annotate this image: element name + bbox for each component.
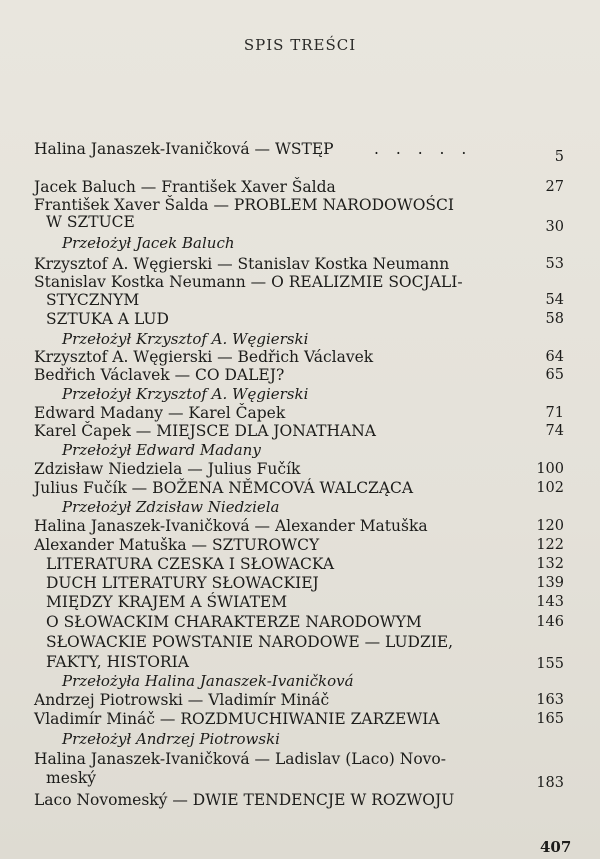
entry-page: 54: [545, 292, 564, 308]
translator-line: [34, 440, 564, 460]
entry-text: Halina Janaszek-Ivaničková — Alexander Matuška: [34, 517, 428, 535]
page-heading: SPIS TREŚCI: [243, 36, 357, 54]
entry-text: Przełożył Zdzisław Niedziela: [62, 498, 280, 516]
toc-entry: [34, 290, 564, 310]
toc-entry: [34, 478, 564, 498]
translator-line: [34, 233, 564, 253]
entry-page: 120: [536, 518, 564, 534]
entry-page: 58: [545, 311, 564, 327]
entry-text: Karel Čapek — MIEJSCE DLA JONATHANA: [34, 422, 376, 440]
entry-text: František Xaver Šalda — PROBLEM NARODOWOŚCI: [34, 196, 455, 214]
toc-entry: [34, 690, 564, 710]
entry-page: 183: [536, 775, 564, 791]
entry-page: 71: [545, 405, 564, 421]
entry-text: Julius Fučík — BOŽENA NĚMCOVÁ WALCZĄCA: [34, 479, 414, 497]
entry-text: LITERATURA CZESKA I SŁOWACKA: [46, 555, 335, 573]
translator-line: [34, 497, 564, 517]
entry-text: Krzysztof A. Węgierski — Bedřich Václavek: [34, 348, 374, 366]
entry-text: FAKTY, HISTORIA: [46, 653, 189, 671]
entry-text: Laco Novomeský — DWIE TENDENCJE W ROZWOJU: [34, 791, 455, 809]
entry-text: Zdzisław Niedziela — Julius Fučík: [34, 460, 301, 478]
leader-dots: . . . . .: [374, 140, 473, 158]
toc-entry: [34, 516, 564, 536]
toc-entry: [34, 421, 564, 441]
entry-text: Vladimír Mináč — ROZDMUCHIWANIE ZARZEWIA: [34, 710, 440, 728]
entry-text: Przełożyła Halina Janaszek-Ivaničková: [62, 672, 354, 690]
entry-text: Krzysztof A. Węgierski — Stanislav Kostka Neumann: [34, 255, 450, 273]
entry-page: 30: [545, 219, 564, 235]
entry-text: Alexander Matuška — SZTUROWCY: [34, 536, 320, 554]
entry-page: 139: [536, 575, 564, 591]
toc-entry: [34, 177, 564, 197]
toc-entry: [34, 768, 564, 791]
entry-text: Przełożył Andrzej Piotrowski: [62, 730, 280, 748]
entry-page: 27: [545, 179, 564, 195]
toc-entry: [34, 652, 564, 672]
toc-entry: [34, 612, 564, 632]
entry-text: Przełożył Krzysztof A. Węgierski: [62, 385, 309, 403]
page-number: 407: [540, 838, 572, 856]
entry-text: STYCZNYM: [46, 291, 140, 309]
translator-line: [34, 329, 564, 349]
entry-page: 132: [536, 556, 564, 572]
toc-entry: [34, 592, 564, 612]
entry-page: 146: [536, 614, 564, 630]
toc-entry: [34, 403, 564, 423]
entry-text: Jacek Baluch — František Xaver Šalda: [34, 178, 336, 196]
entry-text: Halina Janaszek-Ivaničková — WSTĘP: [34, 140, 334, 158]
toc-entry: [34, 632, 564, 652]
entry-text: SŁOWACKIE POWSTANIE NARODOWE — LUDZIE,: [46, 633, 454, 651]
entry-text: Przełożył Jacek Baluch: [62, 234, 235, 252]
entry-page: 122: [536, 537, 564, 553]
entry-text: DUCH LITERATURY SŁOWACKIEJ: [46, 574, 319, 592]
translator-line: [34, 729, 564, 749]
entry-text: Stanislav Kostka Neumann — O REALIZMIE SOCJALI-: [34, 273, 463, 291]
toc-entry: [34, 365, 564, 385]
entry-page: 102: [536, 480, 564, 496]
entry-page: 100: [536, 461, 564, 477]
toc-entry: [34, 459, 564, 479]
toc-entry: [34, 790, 564, 810]
entry-page: 74: [545, 423, 564, 439]
entry-text: meský: [46, 769, 96, 787]
toc-entry: [34, 347, 564, 367]
entry-text: Przełożył Krzysztof A. Węgierski: [62, 330, 309, 348]
translator-line: [34, 671, 564, 691]
toc-entry: [34, 272, 564, 292]
toc-entry: [34, 535, 564, 555]
entry-text: W SZTUCE: [46, 213, 135, 231]
entry-text: Edward Madany — Karel Čapek: [34, 404, 286, 422]
translator-line: [34, 384, 564, 404]
entry-page: 143: [536, 594, 564, 610]
entry-page: 165: [536, 711, 564, 727]
toc-entry: [34, 709, 564, 729]
entry-text: SZTUKA A LUD: [46, 310, 169, 328]
toc-entry: [34, 749, 564, 769]
entry-text: O SŁOWACKIM CHARAKTERZE NARODOWYM: [46, 613, 422, 631]
toc-entry: [34, 139, 564, 165]
entry-text: MIĘDZY KRAJEM A ŚWIATEM: [46, 593, 288, 611]
toc-entry: [34, 309, 564, 329]
entry-text: Andrzej Piotrowski — Vladimír Mináč: [34, 691, 330, 709]
toc-entry: [34, 254, 564, 274]
entry-page: 163: [536, 692, 564, 708]
toc-entry: [34, 212, 564, 235]
entry-page: 53: [545, 256, 564, 272]
entry-text: Przełożył Edward Madany: [62, 441, 261, 459]
entry-text: Halina Janaszek-Ivaničková — Ladislav (Laco) Novo-: [34, 750, 447, 768]
toc-entry: [34, 573, 564, 593]
entry-page: 5: [554, 149, 564, 165]
entry-page: 155: [536, 656, 564, 672]
entry-text: Bedřich Václavek — CO DALEJ?: [34, 366, 285, 384]
entry-page: 65: [545, 367, 564, 383]
entry-page: 64: [545, 349, 564, 365]
toc-entry: [34, 554, 564, 574]
